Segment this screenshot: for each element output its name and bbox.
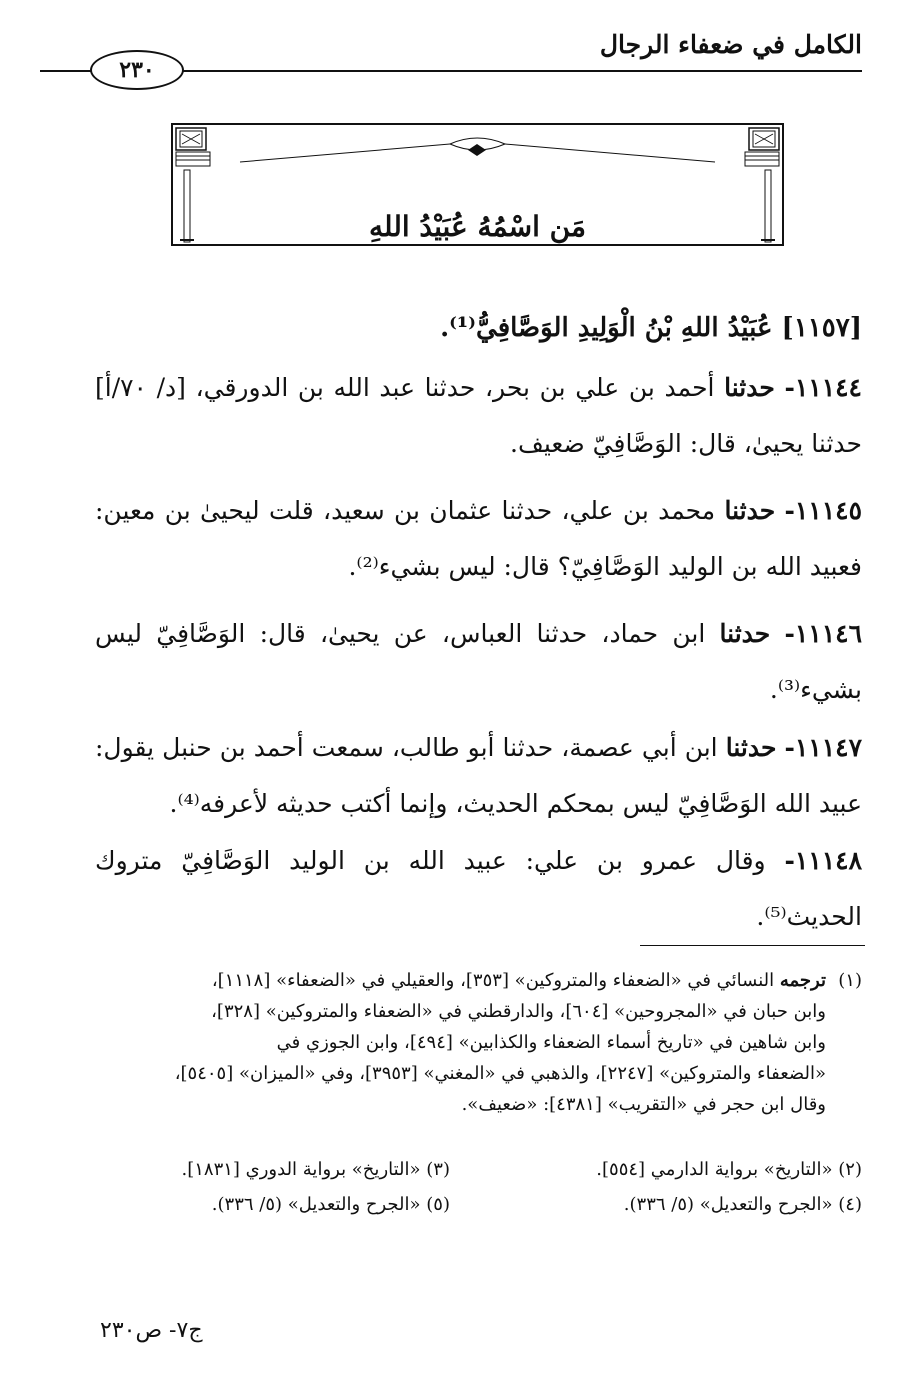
hadith-paragraph xyxy=(95,606,862,718)
footnote-lead: ترجمه xyxy=(779,970,826,991)
hadith-lead: حدثنا xyxy=(719,619,771,648)
hadith-number: ١١١٤٨- xyxy=(784,846,862,875)
footnote-5: (٥) «الجرح والتعديل» (٥/ ٣٣٦). xyxy=(211,1194,450,1215)
footnote-line: «الضعفاء والمتروكين» [٢٢٤٧]، والذهبي في «المغني» [٣٩٥٣]، وفي «الميزان» [٥٤٠٥]، xyxy=(174,1063,826,1084)
hadith-paragraph xyxy=(95,720,862,832)
footnote-separator xyxy=(640,945,865,946)
hadith-lead: حدثنا xyxy=(724,373,775,402)
hadith-paragraph xyxy=(95,833,862,945)
footnote-4: (٤) «الجرح والتعديل» (٥/ ٣٣٦). xyxy=(623,1194,862,1215)
hadith-lead: حدثنا xyxy=(724,496,776,525)
hadith-lead: حدثنا xyxy=(725,733,777,762)
page-number-badge: ٢٣٠ xyxy=(90,50,184,90)
hadith-number: ١١١٤٥- xyxy=(784,496,862,525)
hadith-paragraph xyxy=(95,360,862,472)
hadith-text: محمد بن علي، حدثنا عثمان بن سعيد، قلت ليحيىٰ بن معين: فعبيد الله بن الوليد الوَصَّافِيّ؟ قال: ليس بشيء⁽²⁾. xyxy=(95,496,862,581)
footnote-line: وابن شاهين في «تاريخ أسماء الضعفاء والكذابين» [٤٩٤]، وابن الجوزي في xyxy=(276,1032,826,1053)
hadith-number: ١١١٤٦- xyxy=(784,619,862,648)
footnote-line: وابن حبان في «المجروحين» [٦٠٤]، والدارقطني في «الضعفاء والمتروكين» [٣٢٨]، xyxy=(211,1001,826,1022)
footer-volume-page-ref: ج٧- ص٢٣٠ xyxy=(100,1318,203,1343)
entry-heading: [١١٥٧] عُبَيْدُ اللهِ بْنُ الْوَلِيدِ الوَصَّافِيُّ⁽¹⁾. xyxy=(440,313,862,343)
hadith-text: وقال عمرو بن علي: عبيد الله بن الوليد الوَصَّافِيّ متروك الحديث⁽⁵⁾. xyxy=(95,846,862,931)
footnote-2: (٢) «التاريخ» برواية الدارمي [٥٥٤]. xyxy=(596,1159,862,1180)
hadith-text: ابن حماد، حدثنا العباس، عن يحيىٰ، قال: الوَصَّافِيّ ليس بشيء⁽³⁾. xyxy=(95,619,862,704)
section-title: مَن اسْمُهُ عُبَيْدُ اللهِ xyxy=(369,210,586,243)
hadith-paragraph xyxy=(95,483,862,595)
footnote-number: (١) xyxy=(838,970,862,991)
footnote-line: (١)ترجمه النسائي في «الضعفاء والمتروكين» [٣٥٣]، والعقيلي في «الضعفاء» [١١١٨]، xyxy=(88,965,862,996)
footnote-1 xyxy=(88,965,862,1120)
footnote-3: (٣) «التاريخ» برواية الدوري [١٨٣١]. xyxy=(181,1159,450,1180)
hadith-text: أحمد بن علي بن بحر، حدثنا عبد الله بن الدورقي، [د/ ٧٠/أ] حدثنا يحيىٰ، قال: الوَصَّافِيّ ضعيف. xyxy=(95,373,862,458)
hadith-text: ابن أبي عصمة، حدثنا أبو طالب، سمعت أحمد بن حنبل يقول: عبيد الله الوَصَّافِيّ ليس بمحكم الحديث، وإنما أكتب حديثه لأعرفه⁽⁴⁾. xyxy=(95,733,862,818)
running-header-title: الكامل في ضعفاء الرجال xyxy=(599,30,862,59)
hadith-number: ١١١٤٧- xyxy=(784,733,862,762)
hadith-number: ١١١٤٤- xyxy=(784,373,862,402)
footnote-line: وقال ابن حجر في «التقريب» [٤٣٨١]: «ضعيف». xyxy=(461,1094,826,1115)
